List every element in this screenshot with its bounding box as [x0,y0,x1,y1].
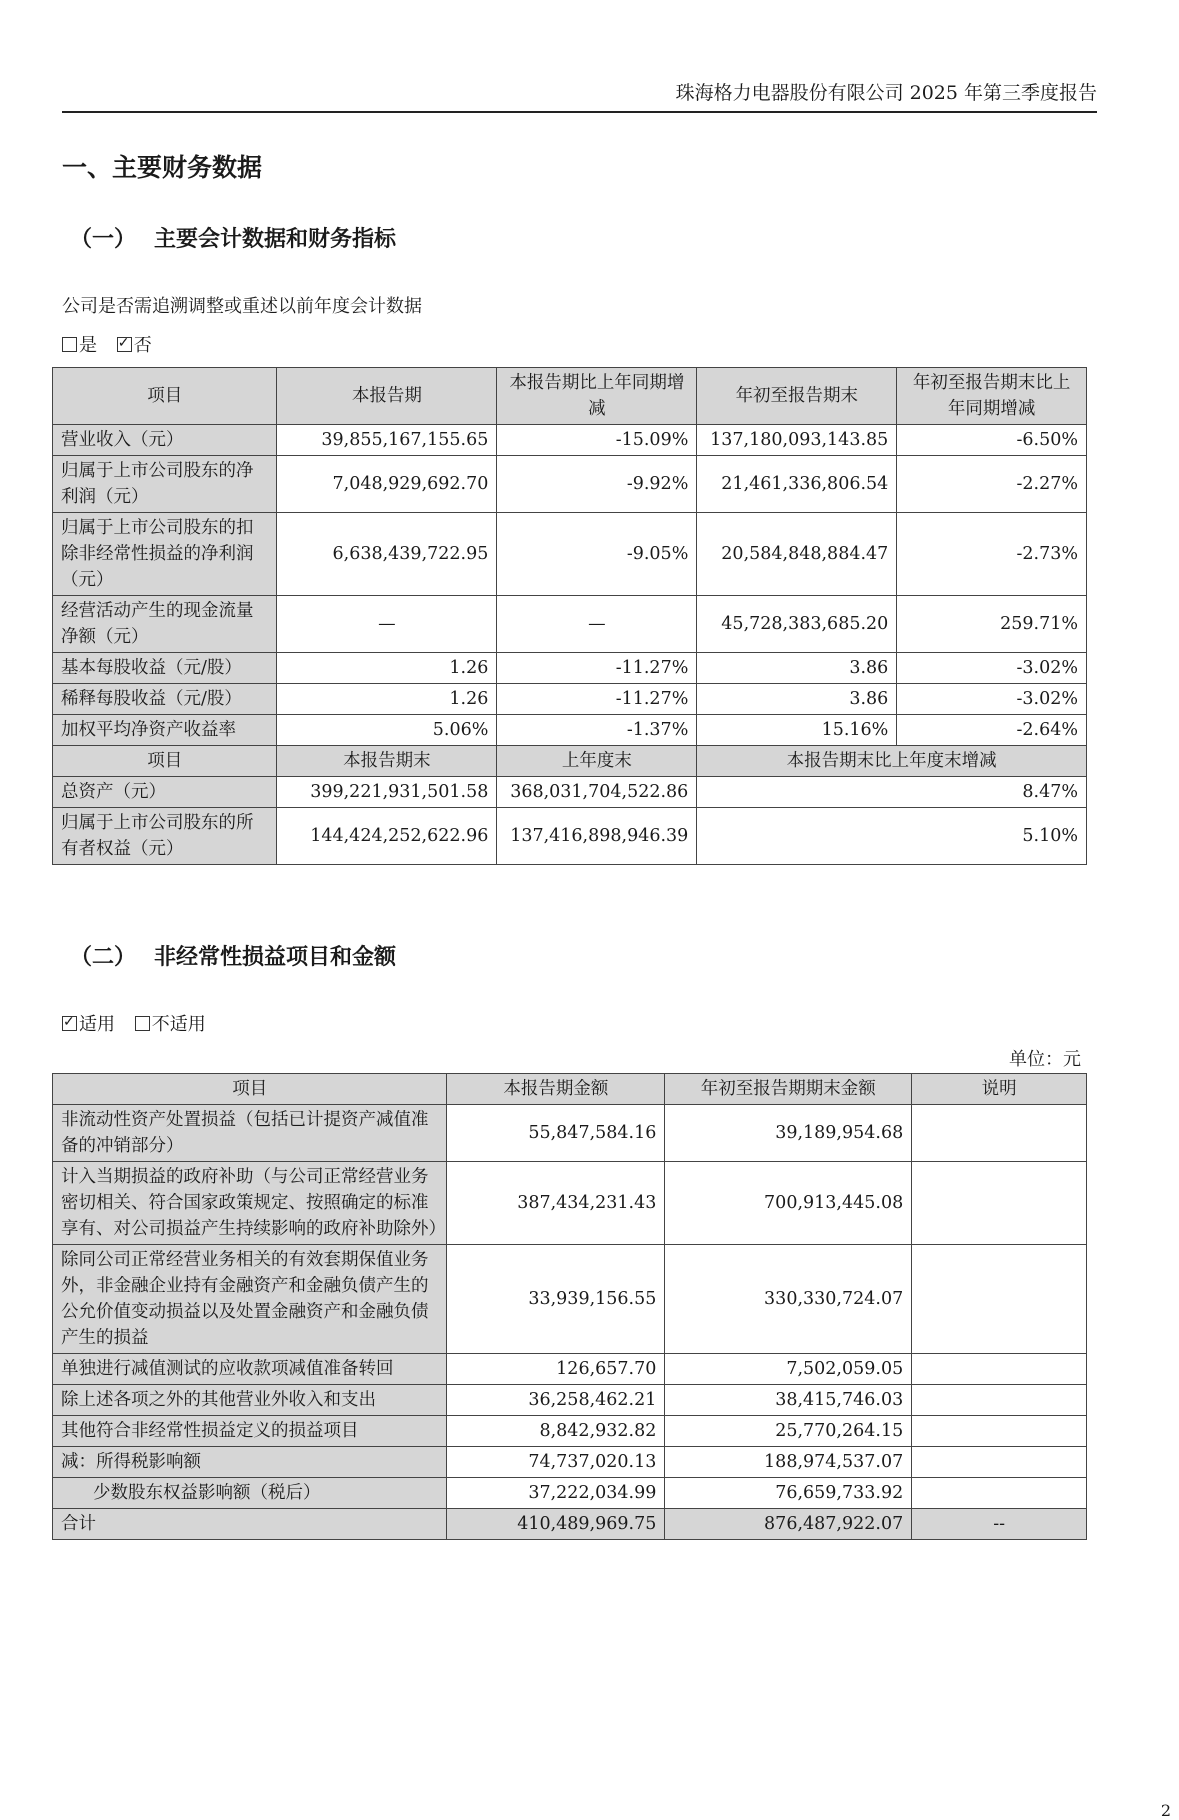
column-header: 项目 [53,746,277,777]
table-header-row [53,1074,1087,1105]
table-cell: 15.16% [697,715,897,746]
table-cell: 399,221,931,501.58 [277,777,497,808]
table-cell: 3.86 [697,653,897,684]
table-cell: 8,842,932.82 [447,1416,665,1447]
table-cell: 45,728,383,685.20 [697,596,897,653]
table-cell: -6.50% [897,425,1087,456]
table-row [53,808,1087,865]
table-cell: 7,048,929,692.70 [277,456,497,513]
table-cell: 39,855,167,155.65 [277,425,497,456]
table-cell: 5.10% [697,808,1087,865]
table-cell [912,1385,1087,1416]
restate-no-option[interactable]: ✓ 否 [117,335,152,356]
table-row [53,1416,1087,1447]
table-cell: 387,434,231.43 [447,1162,665,1245]
non-recurring-items-table [52,1073,1087,1540]
table-cell: 21,461,336,806.54 [697,456,897,513]
table-cell: 6,638,439,722.95 [277,513,497,596]
table-cell: 25,770,264.15 [665,1416,912,1447]
table-row [53,715,1087,746]
table-cell: -11.27% [497,653,697,684]
applicable-no-option[interactable]: 不适用 [135,1014,206,1035]
table-cell: 410,489,969.75 [447,1509,665,1540]
table-row [53,1105,1087,1162]
table-cell [912,1354,1087,1385]
table-cell [912,1416,1087,1447]
column-header: 上年度末 [497,746,697,777]
table-cell: 259.71% [897,596,1087,653]
table-row [53,1447,1087,1478]
row-label: 基本每股收益（元/股） [53,653,277,684]
table-row [53,456,1087,513]
row-label: 归属于上市公司股东的扣除非经常性损益的净利润（元） [53,513,277,596]
table-cell [912,1478,1087,1509]
table-cell [912,1105,1087,1162]
row-label: 其他符合非经常性损益定义的损益项目 [53,1416,447,1447]
checkbox-unchecked-icon [62,337,77,352]
table-row [53,1354,1087,1385]
column-header: 年初至报告期期末金额 [665,1074,912,1105]
table-cell: -2.73% [897,513,1087,596]
table-row [53,596,1087,653]
row-label: 单独进行减值测试的应收款项减值准备转回 [53,1354,447,1385]
subsection-2-text: 非经常性损益项目和金额 [154,945,397,970]
row-label: 总资产（元） [53,777,277,808]
table-cell: 37,222,034.99 [447,1478,665,1509]
table-cell: -3.02% [897,684,1087,715]
table-row [53,513,1087,596]
restate-yes-option[interactable]: 是 [62,335,97,356]
row-label: 计入当期损益的政府补助（与公司正常经营业务密切相关、符合国家政策规定、按照确定的标准享有、对公司损益产生持续影响的政府补助除外） [53,1162,447,1245]
table-row [53,653,1087,684]
table-cell: 55,847,584.16 [447,1105,665,1162]
column-header: 本报告期金额 [447,1074,665,1105]
column-header: 本报告期末 [277,746,497,777]
table-cell: — [277,596,497,653]
table-cell: -2.27% [897,456,1087,513]
table-header-row [53,368,1087,425]
table-cell: -9.92% [497,456,697,513]
column-header: 项目 [53,1074,447,1105]
table-cell: 39,189,954.68 [665,1105,912,1162]
column-header: 年初至报告期末 [697,368,897,425]
table-cell: -1.37% [497,715,697,746]
table-cell: 8.47% [697,777,1087,808]
table-cell: — [497,596,697,653]
table-cell: 7,502,059.05 [665,1354,912,1385]
column-header: 本报告期比上年同期增减 [497,368,697,425]
table-row [53,1385,1087,1416]
table-row [53,1509,1087,1540]
table-cell: 368,031,704,522.86 [497,777,697,808]
table-cell: 20,584,848,884.47 [697,513,897,596]
table-cell: 137,416,898,946.39 [497,808,697,865]
row-label: 减：所得税影响额 [53,1447,447,1478]
subsection-1-text: 主要会计数据和财务指标 [154,227,397,252]
column-header: 本报告期 [277,368,497,425]
table-row [53,1245,1087,1354]
applicable-options [62,1010,220,1036]
row-label: 除同公司正常经营业务相关的有效套期保值业务外，非金融企业持有金融资产和金融负债产生的公允价值变动损益以及处置金融资产和金融负债产生的损益 [53,1245,447,1354]
column-header: 说明 [912,1074,1087,1105]
table-cell: 330,330,724.07 [665,1245,912,1354]
subsection-1-num: （一） [70,227,137,252]
table-cell [912,1447,1087,1478]
column-header: 年初至报告期末比上年同期增减 [897,368,1087,425]
row-label: 合计 [53,1509,447,1540]
checkbox-checked-icon [117,337,132,352]
table-cell: -2.64% [897,715,1087,746]
table-cell: 1.26 [277,684,497,715]
report-header [62,78,1097,113]
row-label: 经营活动产生的现金流量净额（元） [53,596,277,653]
table-row [53,1162,1087,1245]
row-label: 归属于上市公司股东的所有者权益（元） [53,808,277,865]
subsection-1-title [70,222,396,253]
column-header: 本报告期末比上年度末增减 [697,746,1087,777]
subsection-2-num: （二） [70,945,137,970]
table-cell: -- [912,1509,1087,1540]
table-cell: 876,487,922.07 [665,1509,912,1540]
table-cell: 5.06% [277,715,497,746]
row-label: 稀释每股收益（元/股） [53,684,277,715]
table-cell [912,1245,1087,1354]
unit-label: 单位：元 [1009,1049,1081,1070]
financial-indicators-table [52,367,1087,865]
table-subheader-row [53,746,1087,777]
row-label: 少数股东权益影响额（税后） [53,1478,447,1509]
table-cell: -9.05% [497,513,697,596]
table-cell: 33,939,156.55 [447,1245,665,1354]
table-cell: 38,415,746.03 [665,1385,912,1416]
table-cell: 1.26 [277,653,497,684]
table-cell [912,1162,1087,1245]
table-cell: 126,657.70 [447,1354,665,1385]
table-row [53,777,1087,808]
table-cell: 36,258,462.21 [447,1385,665,1416]
table-row [53,684,1087,715]
checkbox-checked-icon [62,1016,77,1031]
row-label: 除上述各项之外的其他营业外收入和支出 [53,1385,447,1416]
row-label: 归属于上市公司股东的净利润（元） [53,456,277,513]
restate-options [62,331,166,357]
table-cell: -15.09% [497,425,697,456]
section-title: 一、主要财务数据 [62,153,263,182]
table-cell: 3.86 [697,684,897,715]
table-cell: -3.02% [897,653,1087,684]
row-label: 营业收入（元） [53,425,277,456]
table-cell: -11.27% [497,684,697,715]
restate-question: 公司是否需追溯调整或重述以前年度会计数据 [62,296,422,317]
report-title: 珠海格力电器股份有限公司 2025 年第三季度报告 [675,82,1097,104]
table-cell: 76,659,733.92 [665,1478,912,1509]
table-cell: 74,737,020.13 [447,1447,665,1478]
subsection-2-title [70,940,396,971]
table-row [53,425,1087,456]
table-cell: 188,974,537.07 [665,1447,912,1478]
column-header: 项目 [53,368,277,425]
applicable-yes-option[interactable]: ✓适用 [62,1014,115,1035]
page-number: 2 [1160,1801,1171,1820]
table-cell: 137,180,093,143.85 [697,425,897,456]
table-row [53,1478,1087,1509]
checkbox-unchecked-icon [135,1016,150,1031]
row-label: 加权平均净资产收益率 [53,715,277,746]
table-cell: 700,913,445.08 [665,1162,912,1245]
row-label: 非流动性资产处置损益（包括已计提资产减值准备的冲销部分） [53,1105,447,1162]
table-cell: 144,424,252,622.96 [277,808,497,865]
